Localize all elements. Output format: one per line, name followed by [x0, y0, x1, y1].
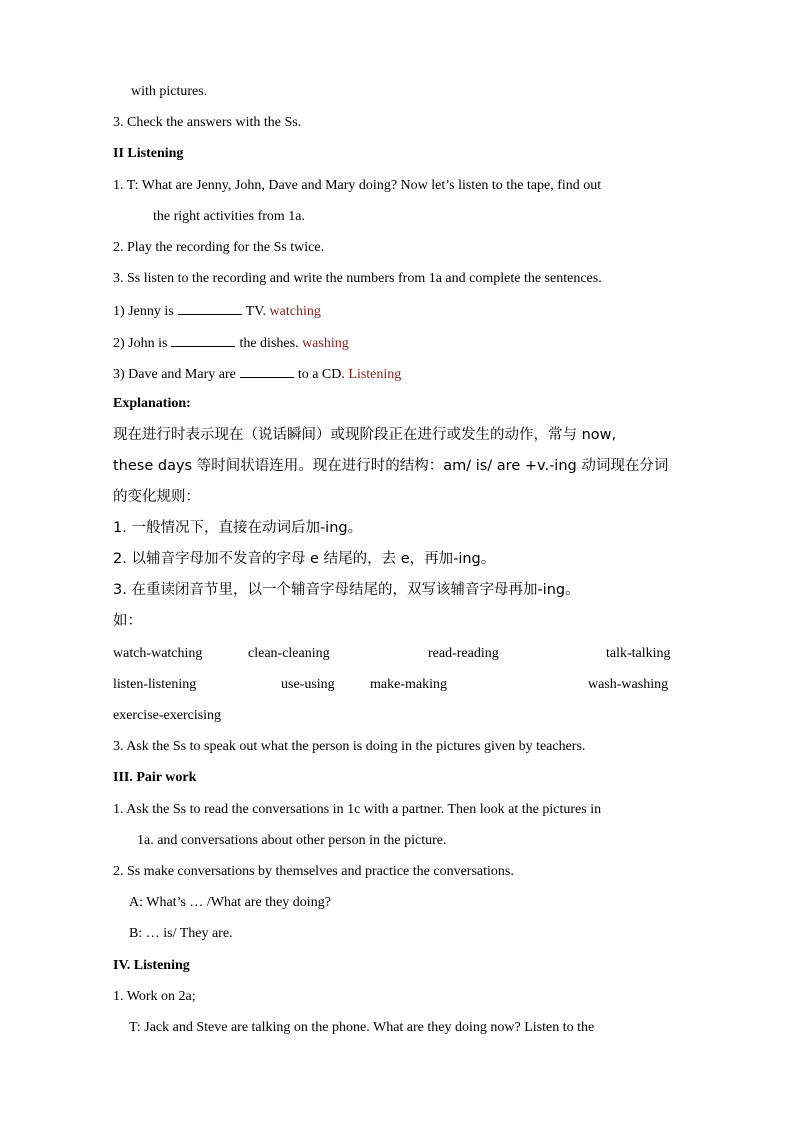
rule-item: 3. 在重读闭音节里，以一个辅音字母结尾的，双写该辅音字母再加-ing。: [113, 582, 580, 598]
text-line: T: Jack and Steve are talking on the phone. What are they doing now? Listen to the: [129, 1020, 595, 1035]
chinese-paragraph-line: [113, 425, 679, 445]
example-word: talk-talking: [606, 646, 671, 661]
text-line: the right activities from 1a.: [153, 209, 306, 224]
section-heading-pair-work: III. Pair work: [113, 770, 197, 785]
sentence-text: the dishes.: [239, 336, 299, 351]
text-line: 2. Play the recording for the Ss twice.: [113, 240, 325, 255]
fill-sentence-1: [113, 300, 321, 322]
answer-text: washing: [302, 336, 349, 351]
example-word: use-using: [281, 677, 335, 692]
example-word: read-reading: [428, 646, 499, 661]
example-word: exercise-exercising: [113, 708, 222, 723]
section-heading-listening-2: IV. Listening: [113, 958, 190, 973]
example-word: listen-listening: [113, 677, 197, 692]
sentence-text: 2) John is: [113, 336, 168, 351]
rule-item: 2. 以辅音字母加不发音的字母 e 结尾的，去 e，再加-ing。: [113, 551, 496, 567]
section-heading-explanation: Explanation:: [113, 396, 191, 411]
answer-text: Listening: [348, 367, 402, 382]
sentence-text: 3) Dave and Mary are: [113, 367, 236, 382]
sentence-text: TV.: [245, 304, 267, 319]
answer-blank: [171, 332, 235, 347]
answer-blank: [178, 300, 242, 315]
answer-blank: [240, 363, 294, 378]
sentence-text: to a CD.: [297, 367, 345, 382]
text-line: 3. Ss listen to the recording and write the numbers from 1a and complete the sentences.: [113, 271, 602, 286]
example-intro: 如：: [113, 613, 142, 629]
text-line: 1. T: What are Jenny, John, Dave and Mary doing? Now let’s listen to the tape, find out: [113, 178, 602, 193]
example-word: wash-washing: [588, 677, 669, 692]
chinese-paragraph-line: 的变化规则：: [113, 489, 200, 505]
chinese-text: 现在进行时表示现在（说话瞬间）或现阶段正在进行或发生的动作，常与 now,: [113, 427, 617, 443]
text-line: 3. Ask the Ss to speak out what the person is doing in the pictures given by teachers.: [113, 739, 586, 754]
example-word: clean-cleaning: [248, 646, 330, 661]
text-line: 1. Ask the Ss to read the conversations in 1c with a partner. Then look at the pictures in: [113, 802, 602, 817]
dialogue-line: A: What’s … /What are they doing?: [129, 895, 331, 910]
fill-sentence-3: [113, 363, 401, 385]
example-word: make-making: [370, 677, 447, 692]
text-line: with pictures.: [131, 84, 208, 99]
sentence-text: 1) Jenny is: [113, 304, 174, 319]
rule-item: 1. 一般情况下，直接在动词后加-ing。: [113, 520, 363, 536]
section-heading-listening: II Listening: [113, 146, 184, 161]
text-line: 2. Ss make conversations by themselves and practice the conversations.: [113, 864, 514, 879]
text-line: 1. Work on 2a;: [113, 989, 196, 1004]
answer-text: watching: [269, 304, 321, 319]
chinese-paragraph-line: these days 等时间状语连用。现在进行时的结构：am/ is/ are +v.-ing 动词现在分词: [113, 458, 669, 474]
fill-sentence-2: [113, 332, 349, 354]
example-word: watch-watching: [113, 646, 203, 661]
text-line: 1a. and conversations about other person in the picture.: [137, 833, 447, 848]
dialogue-line: B: … is/ They are.: [129, 926, 233, 941]
text-line: 3. Check the answers with the Ss.: [113, 115, 302, 130]
